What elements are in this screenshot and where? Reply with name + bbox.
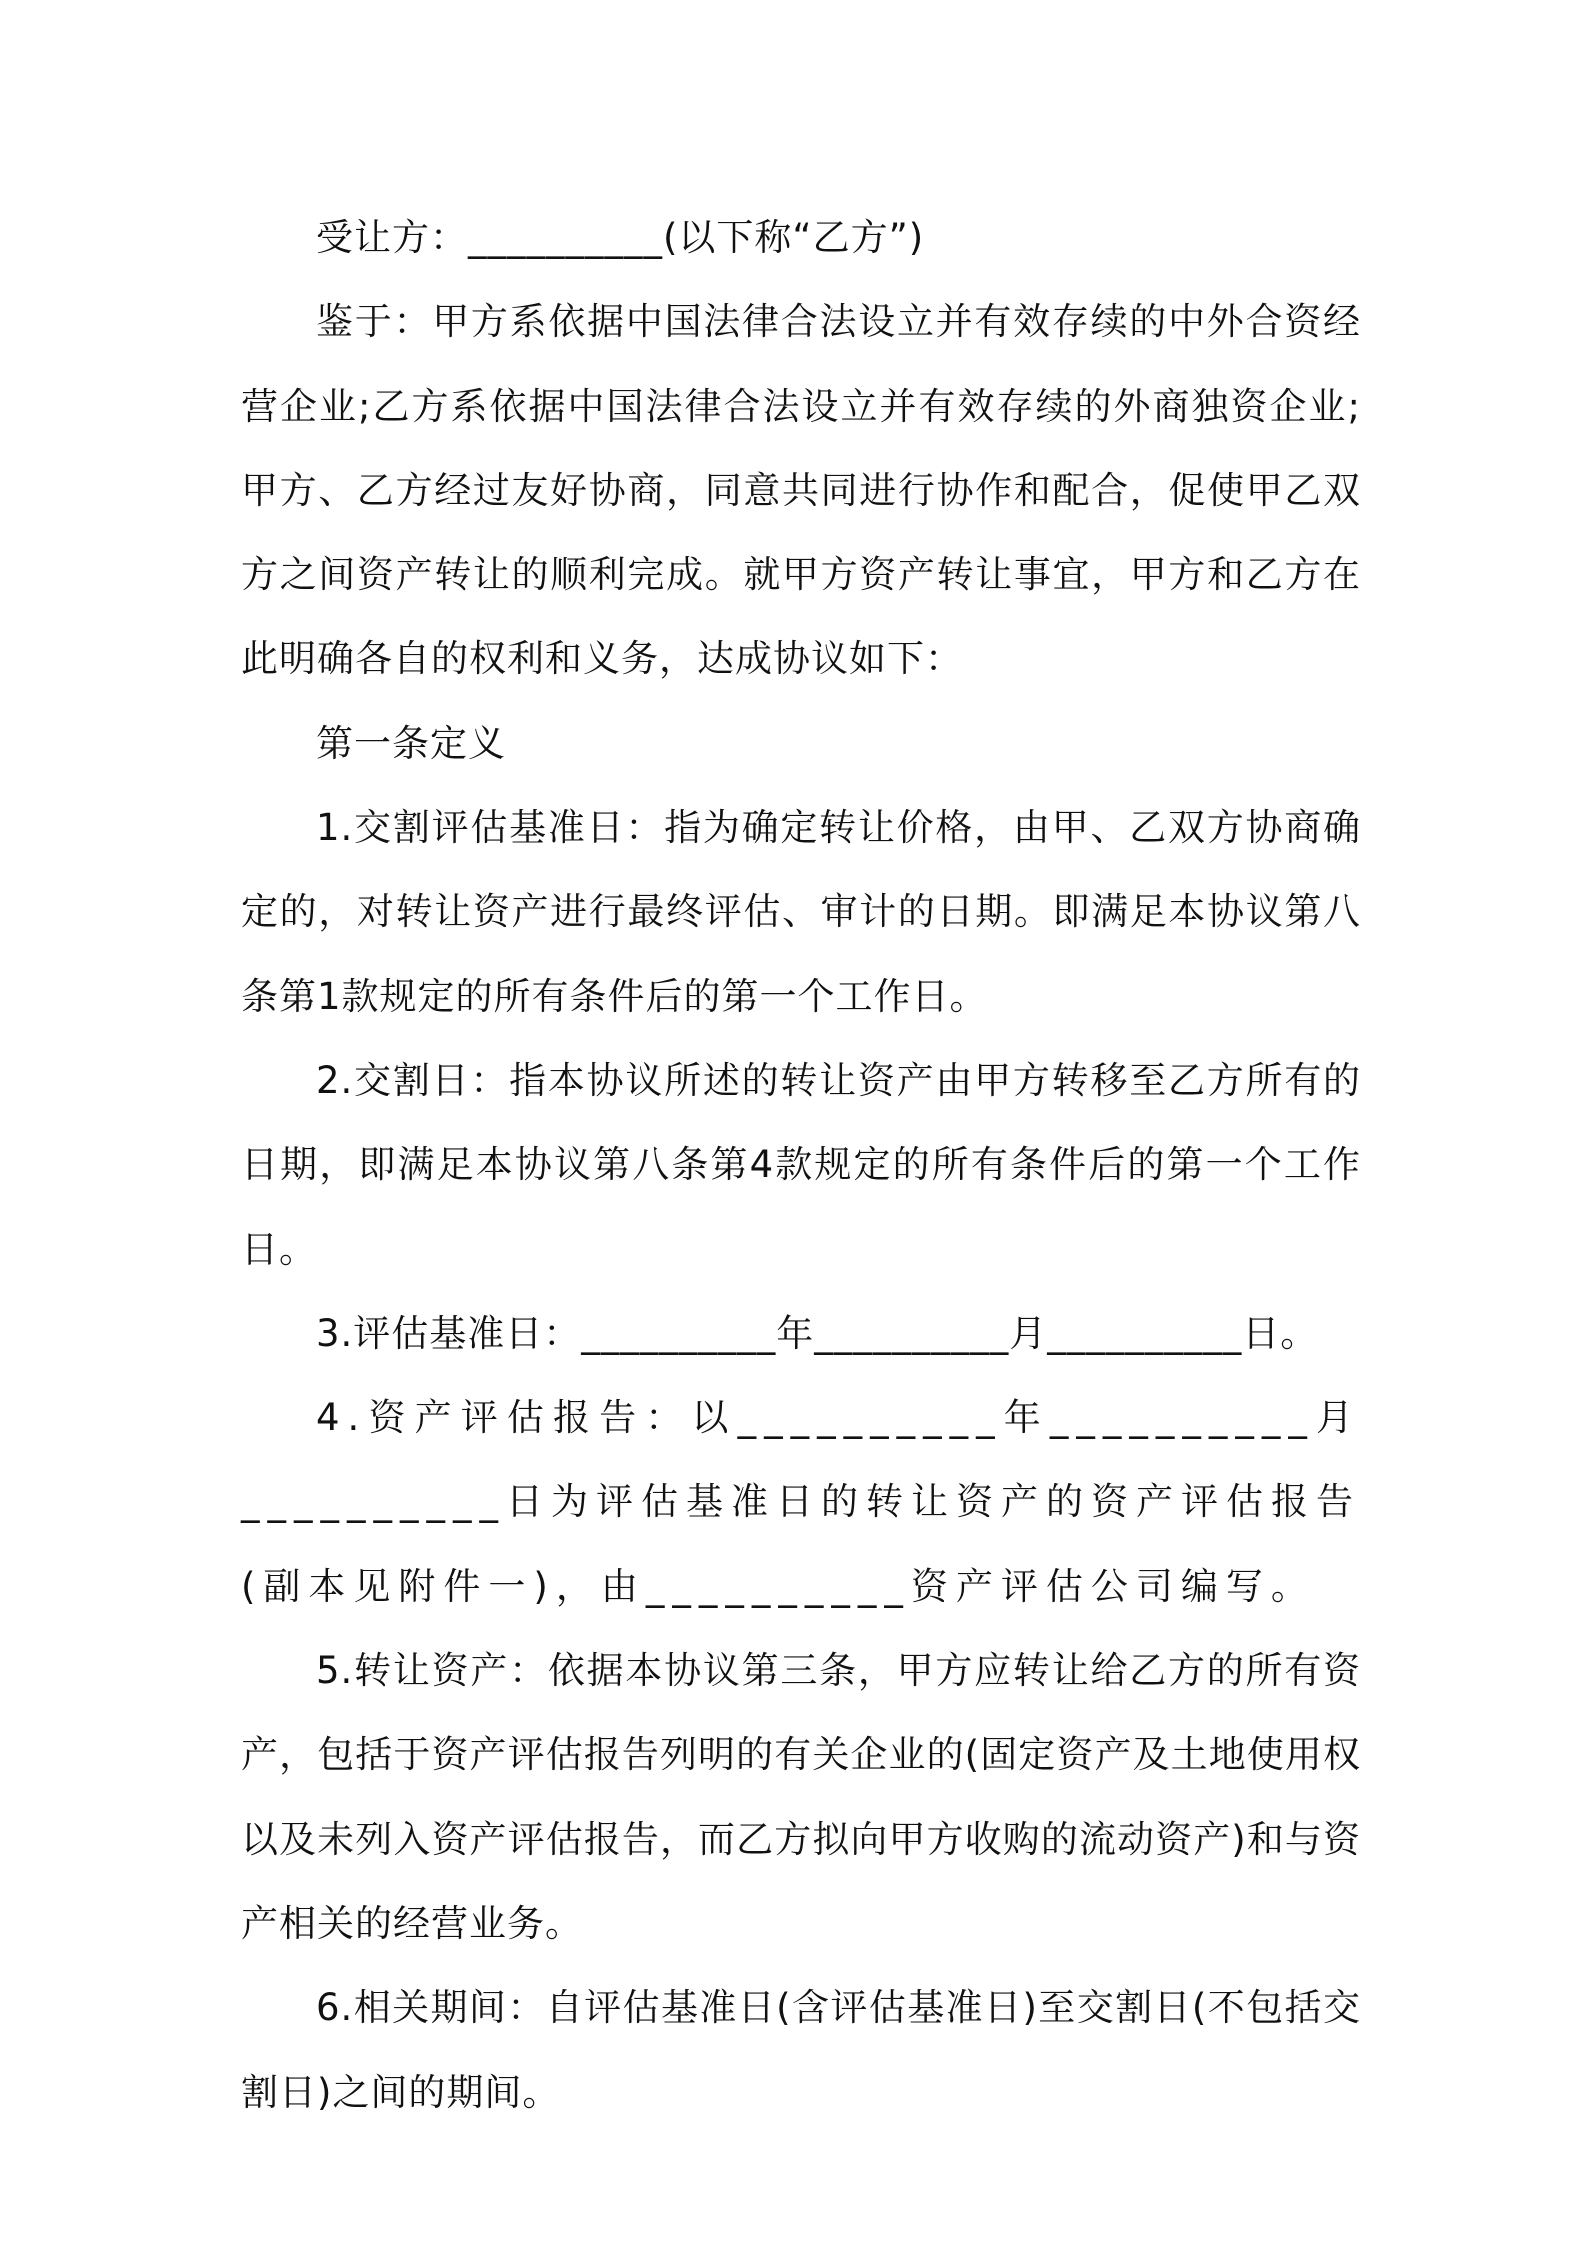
definition-4: 4.资产评估报告：以__________年__________月__________日为评估基准日的转让资产的资产评估报告(副本见附件一)，由__________资产评估公司编写。 [241, 1396, 1361, 1608]
article-one-heading: 第一条定义 [316, 721, 506, 765]
definition-2: 2.交割日：指本协议所述的转让资产由甲方转移至乙方所有的日期，即满足本协议第八条第4款规定的所有条件后的第一个工作日。 [241, 1058, 1361, 1271]
definition-6: 6.相关期间：自评估基准日(含评估基准日)至交割日(不包括交割日)之间的期间。 [241, 1986, 1361, 2114]
definition-1: 1.交割评估基准日：指为确定转让价格，由甲、乙双方协商确定的，对转让资产进行最终评估、审计的日期。即满足本协议第八条第1款规定的所有条件后的第一个工作日。 [241, 806, 1361, 1018]
definition-3: 3.评估基准日：__________年__________月__________日。 [316, 1311, 1319, 1355]
document-body [241, 196, 1361, 2135]
paragraph-transferee: 受让方：__________(以下称“乙方”) [316, 216, 925, 259]
definition-5: 5.转让资产：依据本协议第三条，甲方应转让给乙方的所有资产，包括于资产评估报告列明的有关企业的(固定资产及土地使用权以及未列入资产评估报告，而乙方拟向甲方收购的流动资产)和与资产相关的经营业务。 [241, 1649, 1361, 1945]
paragraph-whereas: 鉴于：甲方系依据中国法律合法设立并有效存续的中外合资经营企业;乙方系依据中国法律合法设立并有效存续的外商独资企业;甲方、乙方经过友好协商，同意共同进行协作和配合，促使甲乙双方之间资产转让的顺利完成。就甲方资产转让事宜，甲方和乙方在此明确各自的权利和义务，达成协议如下： [241, 300, 1361, 681]
